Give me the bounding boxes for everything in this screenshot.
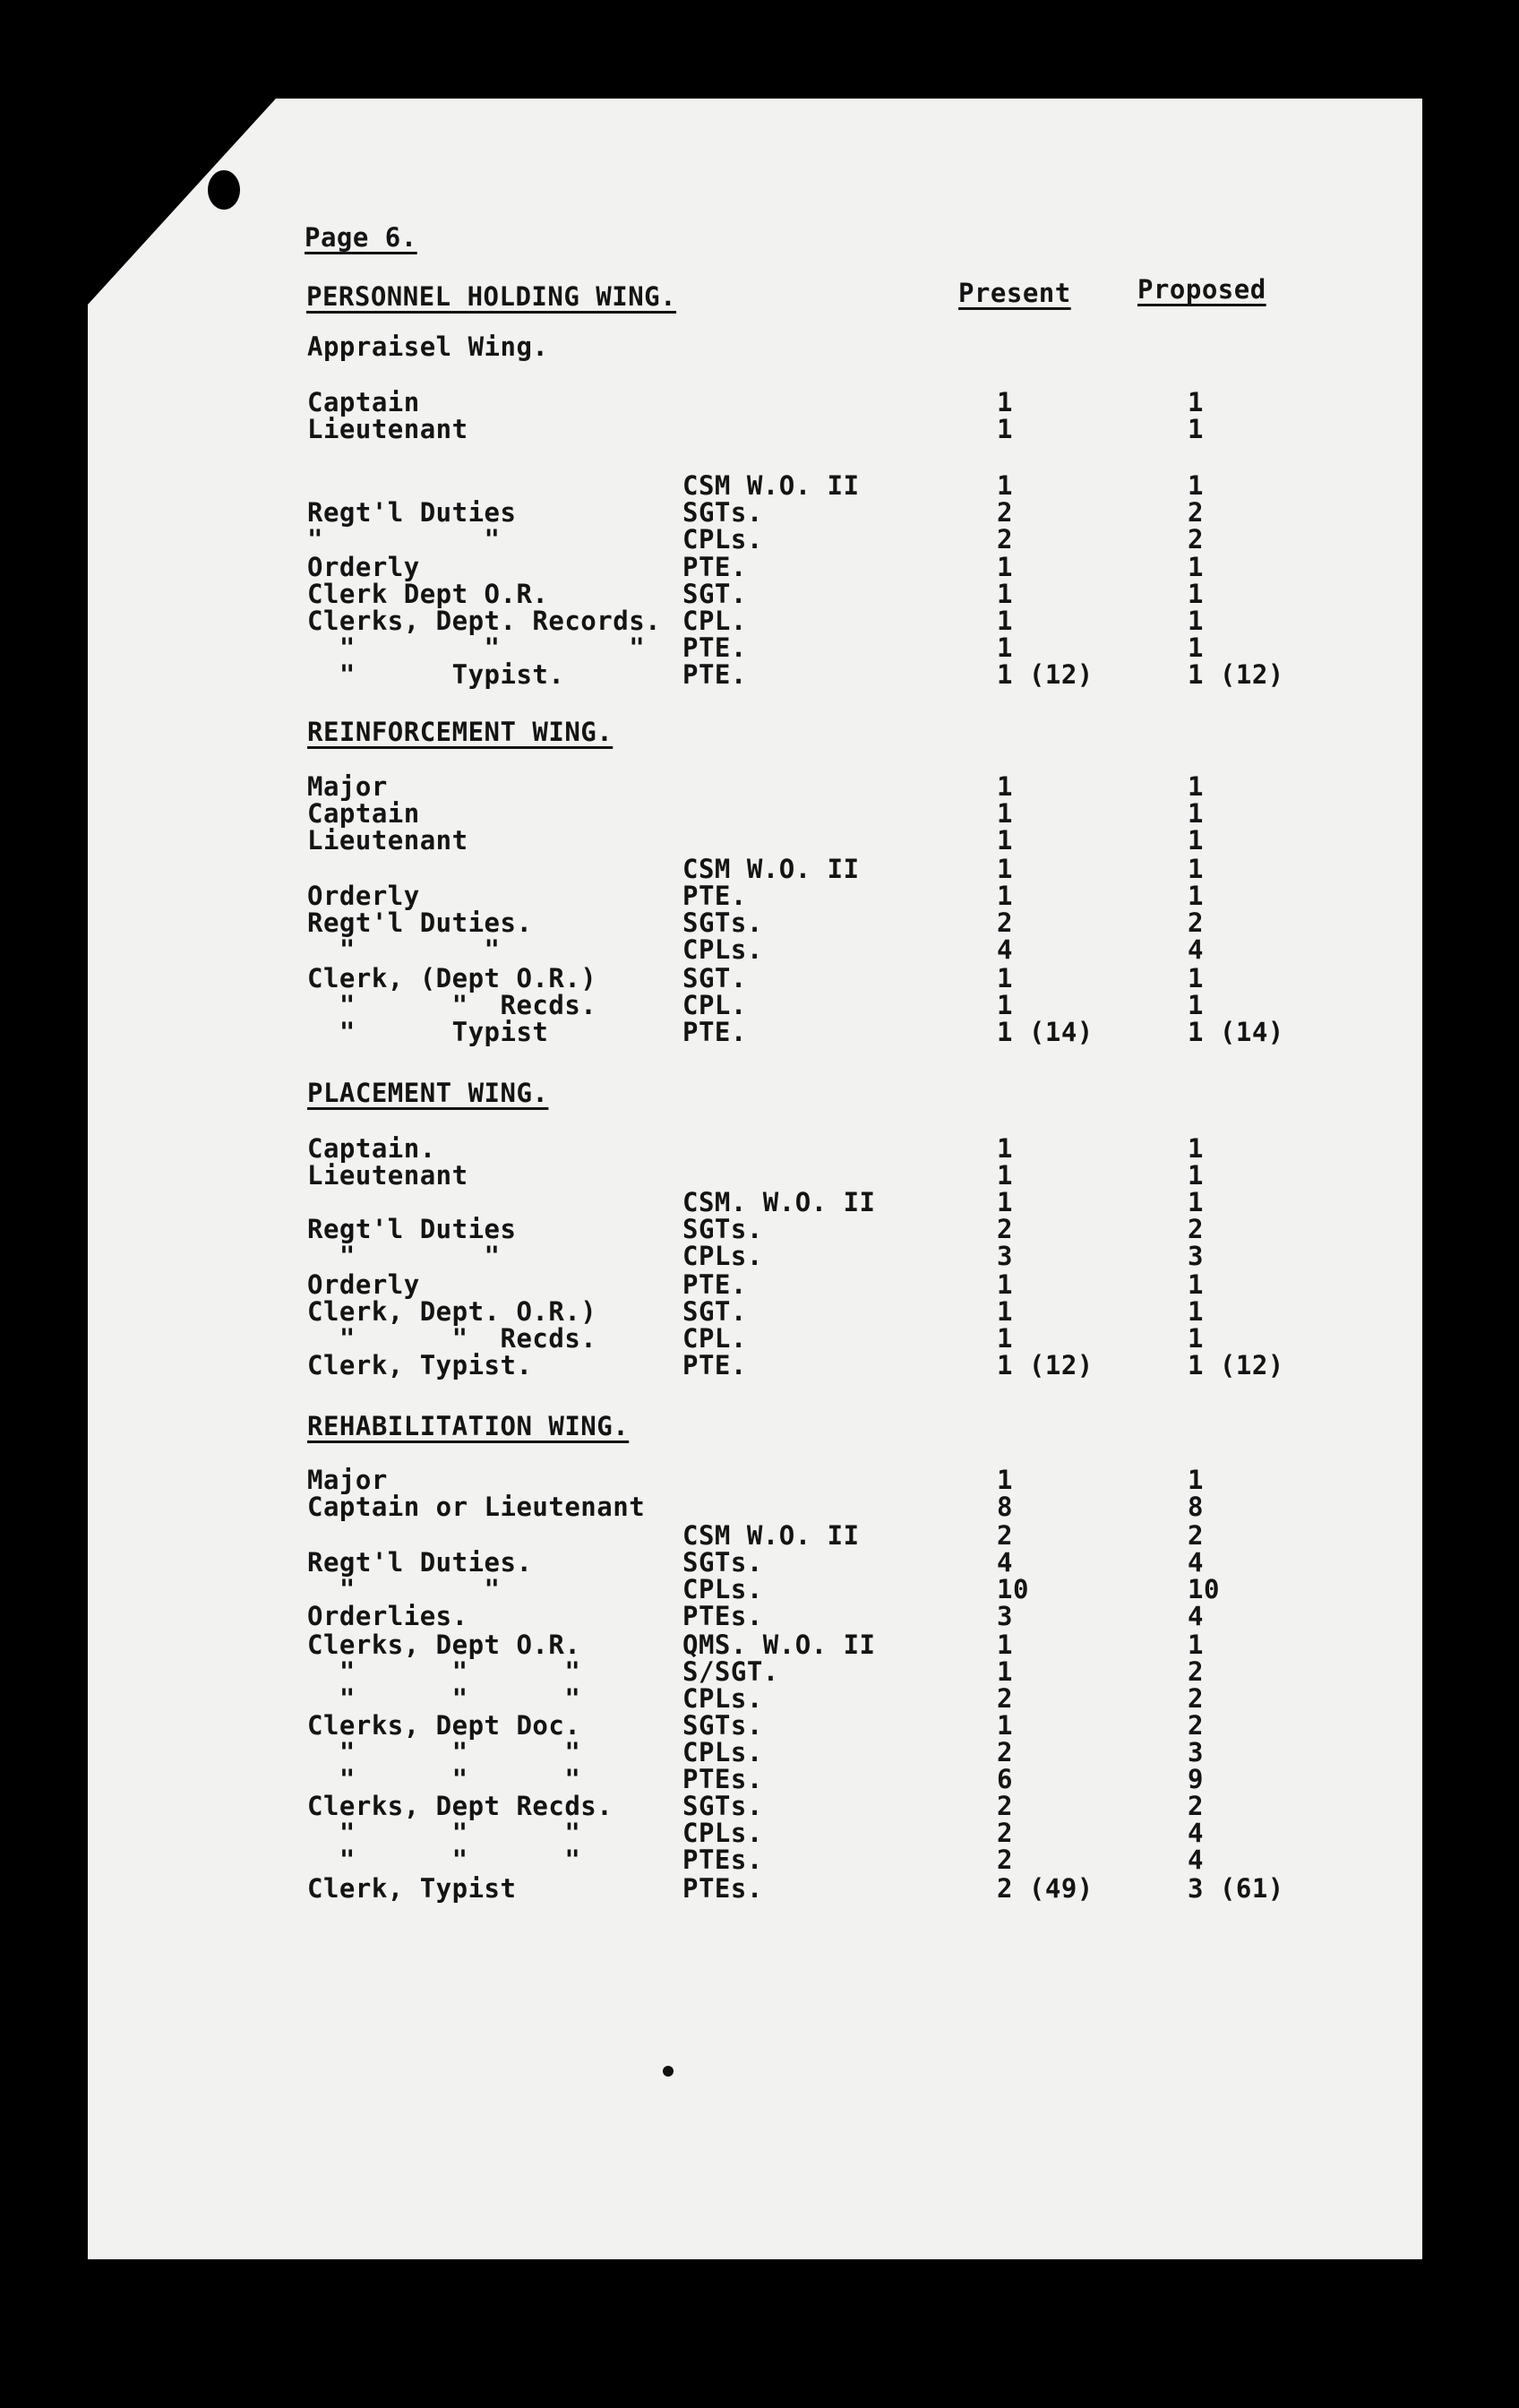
row-position: " " Recds. <box>307 990 597 1020</box>
row-proposed-count: 2 <box>1188 1656 1204 1687</box>
row-present-count: 3 <box>997 1601 1013 1631</box>
row-rank: QMS. W.O. II <box>682 1630 876 1660</box>
row-position: Clerks, Dept. Records. <box>307 606 662 636</box>
row-rank: CPLs. <box>682 1574 763 1604</box>
row-proposed-count: 4 <box>1188 1845 1204 1875</box>
row-position: " " " <box>307 1737 581 1767</box>
row-proposed-count: 1 <box>1188 606 1204 636</box>
row-position: Major <box>307 1465 388 1495</box>
row-present-count: 1 <box>997 1656 1013 1687</box>
row-proposed-count: 1 <box>1188 1187 1204 1217</box>
punch-hole <box>208 170 240 210</box>
row-proposed-count: 1 <box>1188 1296 1204 1327</box>
row-rank: SGT. <box>682 963 747 993</box>
row-proposed-count: 8 <box>1188 1492 1204 1522</box>
row-position: Major <box>307 771 388 802</box>
row-proposed-count: 4 <box>1188 1547 1204 1578</box>
row-rank: CSM W.O. II <box>682 470 860 501</box>
row-present-count: 3 <box>997 1241 1013 1271</box>
row-rank: PTEs. <box>682 1764 763 1794</box>
row-proposed-count: 1 <box>1188 387 1204 417</box>
row-position: " Typist. <box>307 659 565 690</box>
row-rank: SGTs. <box>682 907 763 938</box>
row-present-count: 2 (49) <box>997 1873 1094 1904</box>
row-present-count: 1 (12) <box>997 1350 1094 1380</box>
row-rank: PTE. <box>682 1269 747 1300</box>
row-proposed-count: 1 <box>1188 854 1204 884</box>
row-position: Clerk Dept O.R. <box>307 579 549 609</box>
row-proposed-count: 1 <box>1188 1269 1204 1300</box>
row-proposed-count: 1 <box>1188 414 1204 444</box>
row-rank: SGTs. <box>682 1547 763 1578</box>
row-present-count: 1 <box>997 771 1013 802</box>
row-proposed-count: 3 <box>1188 1241 1204 1271</box>
row-present-count: 4 <box>997 1547 1013 1578</box>
section-title: Appraisel Wing. <box>307 331 549 362</box>
row-present-count: 1 <box>997 963 1013 993</box>
row-position: Clerk, Typist <box>307 1873 517 1904</box>
row-position: Regt'l Duties. <box>307 907 533 938</box>
row-proposed-count: 1 <box>1188 1630 1204 1660</box>
row-rank: SGT. <box>682 579 747 609</box>
row-present-count: 1 <box>997 387 1013 417</box>
row-proposed-count: 2 <box>1188 1214 1204 1244</box>
row-position: Lieutenant <box>307 825 468 856</box>
document-heading: PERSONNEL HOLDING WING. <box>306 281 677 312</box>
row-proposed-count: 2 <box>1188 1520 1204 1551</box>
row-rank: CSM W.O. II <box>682 1520 860 1551</box>
row-present-count: 2 <box>997 1520 1013 1551</box>
row-position: Clerk, Dept. O.R.) <box>307 1296 597 1327</box>
row-present-count: 2 <box>997 1737 1013 1767</box>
row-rank: PTEs. <box>682 1601 763 1631</box>
row-present-count: 1 <box>997 579 1013 609</box>
row-present-count: 1 <box>997 881 1013 911</box>
row-proposed-count: 2 <box>1188 907 1204 938</box>
row-rank: PTEs. <box>682 1845 763 1875</box>
row-position: " " " <box>307 1656 581 1687</box>
row-position: Clerks, Dept Doc. <box>307 1710 581 1741</box>
row-present-count: 1 <box>997 414 1013 444</box>
row-present-count: 2 <box>997 1845 1013 1875</box>
row-proposed-count: 2 <box>1188 1710 1204 1741</box>
row-position: " " <box>307 934 501 965</box>
row-position: Clerk, Typist. <box>307 1350 533 1380</box>
present-column-header: Present <box>958 278 1071 308</box>
row-proposed-count: 2 <box>1188 497 1204 528</box>
row-rank: PTE. <box>682 552 747 582</box>
row-rank: CPLs. <box>682 1241 763 1271</box>
row-present-count: 1 <box>997 854 1013 884</box>
row-proposed-count: 4 <box>1188 1818 1204 1848</box>
row-proposed-count: 3 (61) <box>1188 1873 1284 1904</box>
row-rank: PTE. <box>682 632 747 663</box>
row-rank: CPL. <box>682 606 747 636</box>
row-present-count: 2 <box>997 524 1013 555</box>
section-title: REHABILITATION WING. <box>307 1411 630 1441</box>
row-present-count: 2 <box>997 907 1013 938</box>
row-rank: CPLs. <box>682 1818 763 1848</box>
page-label: Page 6. <box>305 222 417 253</box>
row-proposed-count: 9 <box>1188 1764 1204 1794</box>
row-present-count: 1 <box>997 606 1013 636</box>
row-rank: SGTs. <box>682 1791 763 1821</box>
row-present-count: 2 <box>997 1791 1013 1821</box>
section-title: REINFORCEMENT WING. <box>307 717 614 747</box>
row-proposed-count: 4 <box>1188 1601 1204 1631</box>
row-position: " " " <box>307 1818 581 1848</box>
ink-speck <box>663 2066 674 2077</box>
row-position: Lieutenant <box>307 1160 468 1191</box>
row-position: Orderly <box>307 552 420 582</box>
row-rank: PTE. <box>682 1350 747 1380</box>
row-present-count: 1 <box>997 1296 1013 1327</box>
row-rank: PTE. <box>682 1017 747 1047</box>
row-rank: SGTs. <box>682 1214 763 1244</box>
row-proposed-count: 1 <box>1188 1465 1204 1495</box>
row-rank: CSM. W.O. II <box>682 1187 876 1217</box>
row-present-count: 1 <box>997 1465 1013 1495</box>
row-rank: CPLs. <box>682 934 763 965</box>
row-proposed-count: 1 <box>1188 881 1204 911</box>
row-rank: CPL. <box>682 990 747 1020</box>
row-position: Captain or Lieutenant <box>307 1492 646 1522</box>
row-proposed-count: 1 (12) <box>1188 659 1284 690</box>
row-rank: CPLs. <box>682 524 763 555</box>
row-proposed-count: 1 <box>1188 552 1204 582</box>
row-position: " Typist <box>307 1017 549 1047</box>
row-position: Clerk, (Dept O.R.) <box>307 963 597 993</box>
row-present-count: 4 <box>997 934 1013 965</box>
row-proposed-count: 2 <box>1188 1683 1204 1714</box>
row-present-count: 2 <box>997 1214 1013 1244</box>
row-position: Captain. <box>307 1133 436 1164</box>
row-present-count: 1 <box>997 1133 1013 1164</box>
row-proposed-count: 1 <box>1188 798 1204 829</box>
row-position: Lieutenant <box>307 414 468 444</box>
row-present-count: 1 (14) <box>997 1017 1094 1047</box>
row-present-count: 1 <box>997 798 1013 829</box>
row-position: Captain <box>307 387 420 417</box>
row-position: " " " <box>307 1764 581 1794</box>
row-proposed-count: 1 <box>1188 1133 1204 1164</box>
row-rank: PTEs. <box>682 1873 763 1904</box>
row-rank: PTE. <box>682 659 747 690</box>
row-position: Orderlies. <box>307 1601 468 1631</box>
row-present-count: 1 <box>997 470 1013 501</box>
row-present-count: 6 <box>997 1764 1013 1794</box>
row-present-count: 1 <box>997 990 1013 1020</box>
row-proposed-count: 1 <box>1188 771 1204 802</box>
row-rank: SGT. <box>682 1296 747 1327</box>
row-position: " " <box>307 1574 501 1604</box>
row-present-count: 1 <box>997 1160 1013 1191</box>
row-present-count: 1 <box>997 1630 1013 1660</box>
row-position: " " " <box>307 1683 581 1714</box>
row-present-count: 10 <box>997 1574 1029 1604</box>
row-position: " " Recds. <box>307 1323 597 1354</box>
row-position: Regt'l Duties <box>307 497 517 528</box>
row-position: Clerks, Dept O.R. <box>307 1630 581 1660</box>
row-present-count: 2 <box>997 1818 1013 1848</box>
section-title: PLACEMENT WING. <box>307 1078 549 1108</box>
row-rank: CPL. <box>682 1323 747 1354</box>
row-position: Regt'l Duties <box>307 1214 517 1244</box>
row-rank: SGTs. <box>682 1710 763 1741</box>
row-present-count: 8 <box>997 1492 1013 1522</box>
row-position: " " <box>307 1241 501 1271</box>
row-position: Orderly <box>307 1269 420 1300</box>
row-proposed-count: 2 <box>1188 1791 1204 1821</box>
row-present-count: 1 <box>997 1323 1013 1354</box>
row-rank: CSM W.O. II <box>682 854 860 884</box>
row-present-count: 2 <box>997 1683 1013 1714</box>
row-proposed-count: 1 <box>1188 1323 1204 1354</box>
row-rank: PTE. <box>682 881 747 911</box>
row-position: " " " <box>307 632 646 663</box>
row-position: Regt'l Duties. <box>307 1547 533 1578</box>
row-rank: S/SGT. <box>682 1656 779 1687</box>
row-proposed-count: 4 <box>1188 934 1204 965</box>
document-page <box>88 99 1422 2259</box>
row-proposed-count: 1 <box>1188 470 1204 501</box>
row-present-count: 1 (12) <box>997 659 1094 690</box>
row-present-count: 2 <box>997 497 1013 528</box>
row-proposed-count: 1 (14) <box>1188 1017 1284 1047</box>
row-position: Orderly <box>307 881 420 911</box>
row-proposed-count: 1 (12) <box>1188 1350 1284 1380</box>
row-proposed-count: 1 <box>1188 990 1204 1020</box>
row-present-count: 1 <box>997 825 1013 856</box>
row-proposed-count: 1 <box>1188 579 1204 609</box>
row-proposed-count: 10 <box>1188 1574 1220 1604</box>
row-present-count: 1 <box>997 1187 1013 1217</box>
proposed-column-header: Proposed <box>1137 274 1266 305</box>
row-position: Clerks, Dept Recds. <box>307 1791 614 1821</box>
row-present-count: 1 <box>997 632 1013 663</box>
row-proposed-count: 1 <box>1188 632 1204 663</box>
row-present-count: 1 <box>997 1269 1013 1300</box>
row-position: " " " <box>307 1845 581 1875</box>
row-proposed-count: 2 <box>1188 524 1204 555</box>
row-proposed-count: 1 <box>1188 825 1204 856</box>
row-rank: CPLs. <box>682 1683 763 1714</box>
row-present-count: 1 <box>997 552 1013 582</box>
row-position: Captain <box>307 798 420 829</box>
row-present-count: 1 <box>997 1710 1013 1741</box>
row-position: " " <box>307 524 501 555</box>
row-rank: CPLs. <box>682 1737 763 1767</box>
row-proposed-count: 3 <box>1188 1737 1204 1767</box>
row-rank: SGTs. <box>682 497 763 528</box>
row-proposed-count: 1 <box>1188 963 1204 993</box>
row-proposed-count: 1 <box>1188 1160 1204 1191</box>
